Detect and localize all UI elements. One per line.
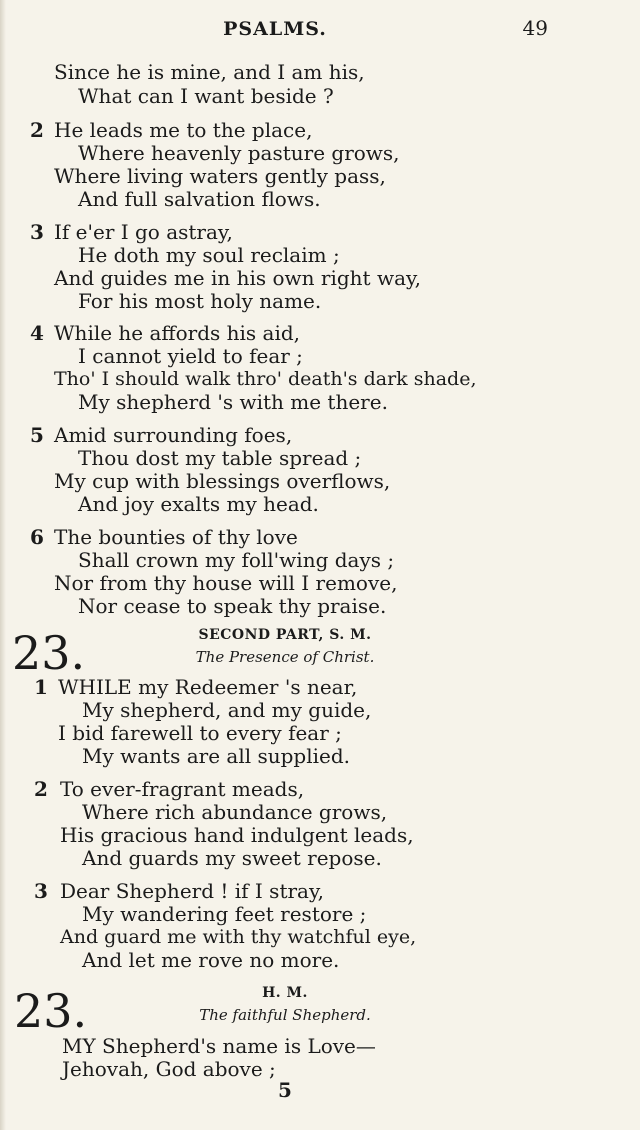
hymn-number: 23. [12, 626, 86, 680]
verse-line: And full salvation flows. [78, 187, 321, 211]
running-head [0, 18, 640, 44]
verse-line: My wants are all supplied. [82, 744, 351, 768]
verse-number: 4 [30, 321, 44, 345]
page-number: 49 [522, 16, 548, 40]
verse-line: Where heavenly pasture grows, [78, 141, 400, 165]
verse-line: MY Shepherd's name is Love— [62, 1034, 376, 1058]
verse-line: My wandering feet restore ; [82, 902, 367, 926]
verse-line: Jehovah, God above ; [62, 1057, 276, 1081]
verse-line: Nor cease to speak thy praise. [78, 594, 387, 618]
verse-line: My shepherd 's with me there. [78, 390, 388, 414]
verse-line: My cup with blessings overflows, [54, 469, 391, 493]
verse-number: 3 [30, 220, 44, 244]
verse-line: And guides me in his own right way, [54, 266, 421, 290]
verse-line: His gracious hand indulgent leads, [60, 823, 414, 847]
signature-mark: 5 [278, 1078, 292, 1102]
verse-line: My shepherd, and my guide, [82, 698, 372, 722]
verse-line: If e'er I go astray, [54, 220, 233, 244]
verse-line: He doth my soul reclaim ; [78, 243, 340, 267]
verse-line: Shall crown my foll'wing days ; [78, 548, 395, 572]
verse-line: Where living waters gently pass, [54, 164, 386, 188]
verse-line: Thou dost my table spread ; [78, 446, 362, 470]
verse-line: Nor from thy house will I remove, [54, 571, 398, 595]
verse-number: 5 [30, 423, 44, 447]
verse-line: WHILE my Redeemer 's near, [58, 675, 358, 699]
verse-line: And guards my sweet repose. [82, 846, 382, 870]
verse-number: 2 [34, 777, 48, 801]
verse-line: For his most holy name. [78, 289, 322, 313]
hymn-subtitle: The Presence of Christ. [195, 648, 375, 666]
verse-line: The bounties of thy love [54, 525, 298, 549]
verse-line: And guard me with thy watchful eye, [60, 926, 417, 948]
verse-line: While he affords his aid, [54, 321, 301, 345]
verse-line: I cannot yield to fear ; [78, 344, 303, 368]
verse-line: Tho' I should walk thro' death's dark shade, [54, 368, 477, 390]
verse-line: To ever-fragrant meads, [60, 777, 305, 801]
verse-line: And let me rove no more. [82, 948, 340, 972]
verse-line: And joy exalts my head. [78, 492, 319, 516]
verse-line: What can I want beside ? [78, 84, 334, 108]
verse-line: Amid surrounding foes, [54, 423, 293, 447]
verse-line: Since he is mine, and I am his, [54, 60, 365, 84]
hymn-meter: SECOND PART, S. M. [198, 627, 372, 643]
hymn-meter: H. M. [262, 985, 308, 1001]
page-edge-shadow [0, 0, 6, 1130]
running-title: PSALMS. [223, 18, 327, 40]
verse-line: He leads me to the place, [54, 118, 313, 142]
verse-number: 2 [30, 118, 44, 142]
verse-number: 6 [30, 525, 44, 549]
hymn-number: 23. [14, 984, 88, 1038]
verse-number: 1 [34, 675, 48, 699]
verse-line: I bid farewell to every fear ; [58, 721, 342, 745]
verse-line: Where rich abundance grows, [82, 800, 388, 824]
verse-line: Dear Shepherd ! if I stray, [60, 879, 324, 903]
hymn-subtitle: The faithful Shepherd. [199, 1006, 371, 1024]
verse-number: 3 [34, 879, 48, 903]
